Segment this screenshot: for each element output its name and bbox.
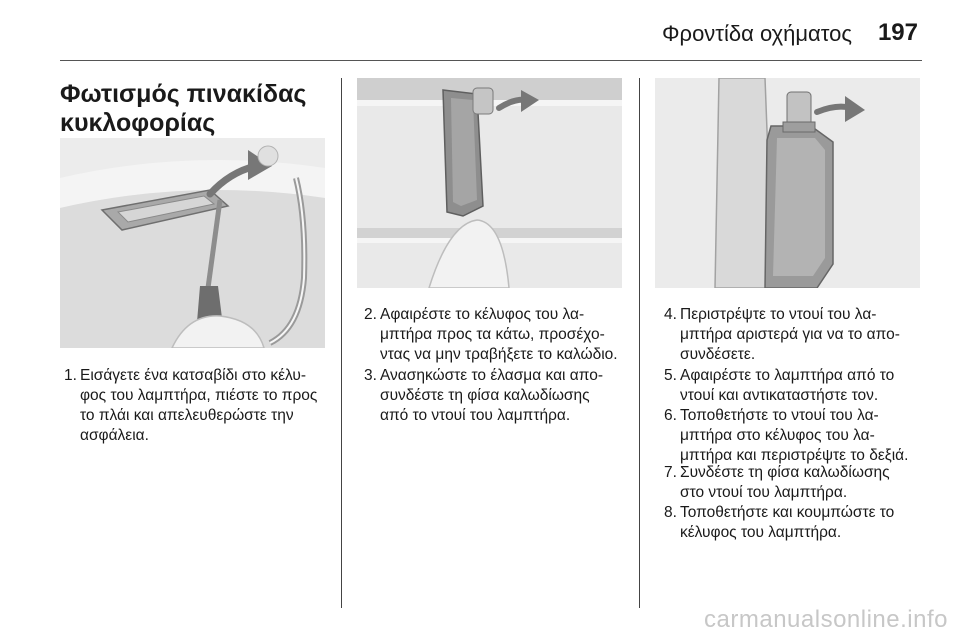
header-rule <box>60 60 922 61</box>
step-text-line: συνδέσετε. <box>680 346 756 363</box>
section-title-line-2: κυκλοφορίας <box>60 109 216 137</box>
chapter-title: Φροντίδα οχήματος <box>662 21 852 46</box>
illustration-remove-housing <box>357 78 622 288</box>
step-text-line: Τοποθετήστε και κουμπώστε το <box>680 504 895 521</box>
step-text-line: στο ντουί του λαμπτήρα. <box>680 484 848 501</box>
step-number: 3. <box>364 367 377 384</box>
step-text-line: μπτήρα αριστερά για να το απο- <box>680 326 900 343</box>
step-text-line: μπτήρα και περιστρέψτε το δεξιά. <box>680 447 909 464</box>
step-text-line: ντουί και αντικαταστήστε τον. <box>680 387 879 404</box>
step-number: 2. <box>364 306 377 323</box>
step-text-line: ντας να μην τραβήξετε το καλώδιο. <box>380 346 618 363</box>
column-divider-1 <box>341 78 342 608</box>
step-text-line: ασφάλεια. <box>80 427 149 444</box>
watermark: carmanualsonline.info <box>704 606 948 633</box>
screwdriver-illustration-svg <box>60 138 325 348</box>
step-text-line: Τοποθετήστε το ντουί του λα- <box>680 407 879 424</box>
step-number: 6. <box>664 407 677 424</box>
step-text-line: Αφαιρέστε το λαμπτήρα από το <box>680 367 895 384</box>
section-title <box>60 80 320 138</box>
remove-housing-illustration-svg <box>357 78 622 288</box>
step-text-line: μπτήρα στο κέλυφος του λα- <box>680 427 875 444</box>
step-text-line: Εισάγετε ένα κατσαβίδι στο κέλυ- <box>80 367 306 384</box>
step-text-line: το πλάι και απελευθερώστε την <box>80 407 294 424</box>
page-number: 197 <box>877 19 918 46</box>
step-number: 7. <box>664 464 677 481</box>
step-number: 1. <box>64 367 77 384</box>
step-text-line: από το ντουί του λαμπτήρα. <box>380 407 571 424</box>
step-text-line: Συνδέστε τη φίσα καλωδίωσης <box>680 464 890 481</box>
illustration-rotate-holder <box>655 78 920 288</box>
step-text-line: συνδέστε τη φίσα καλωδίωσης <box>380 387 590 404</box>
rotate-holder-illustration-svg <box>655 78 920 288</box>
column-divider-2 <box>639 78 640 608</box>
step-text-line: Ανασηκώστε το έλασμα και απο- <box>380 367 603 384</box>
step-number: 4. <box>664 306 677 323</box>
step-text-line: κέλυφος του λαμπτήρα. <box>680 524 842 541</box>
page-header <box>0 0 960 62</box>
step-text-line: μπτήρα προς τα κάτω, προσέχο- <box>380 326 605 343</box>
step-number: 5. <box>664 367 677 384</box>
step-text-line: Αφαιρέστε το κέλυφος του λα- <box>380 306 585 323</box>
step-text-line: Περιστρέψτε το ντουί του λα- <box>680 306 877 323</box>
illustration-screwdriver <box>60 138 325 348</box>
step-text-line: φος του λαμπτήρα, πιέστε το προς <box>80 387 318 404</box>
step-number: 8. <box>664 504 677 521</box>
section-title-line-1: Φωτισμός πινακίδας <box>60 80 307 108</box>
